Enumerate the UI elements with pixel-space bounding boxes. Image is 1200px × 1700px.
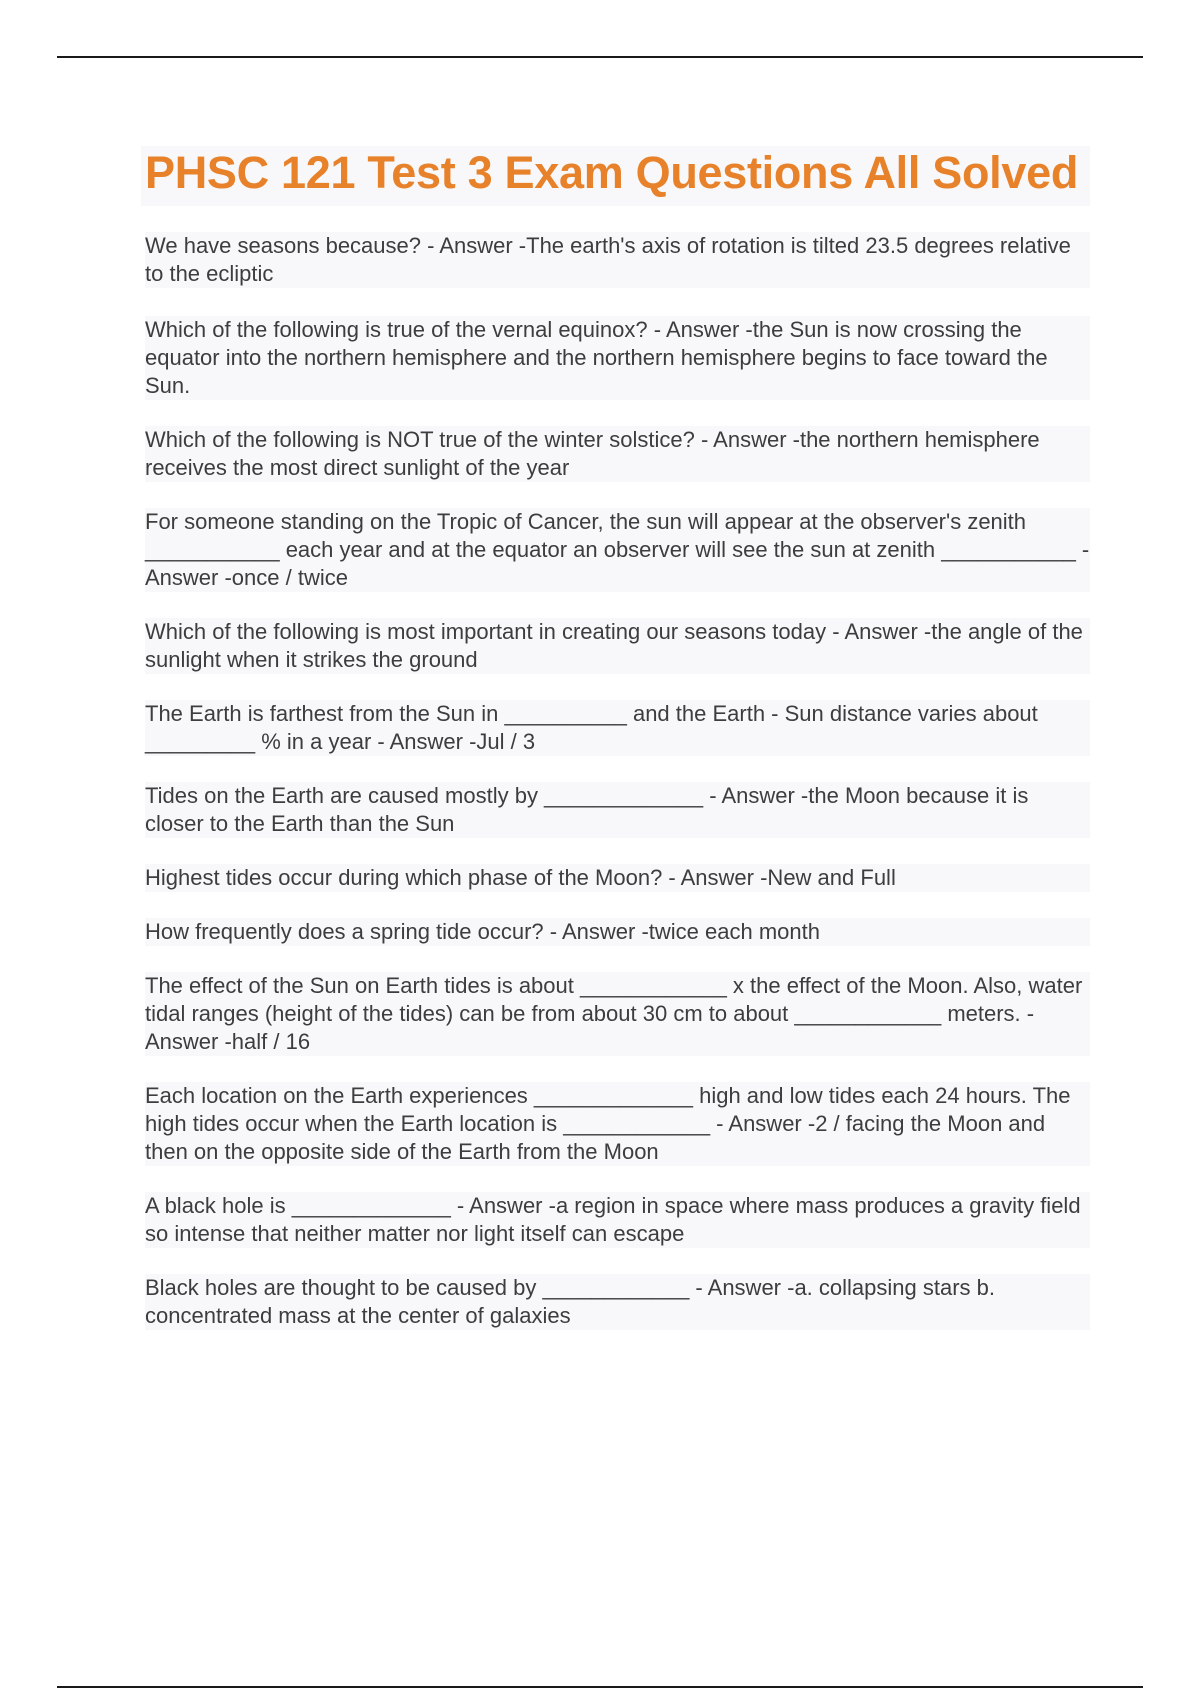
question-item: We have seasons because? - Answer -The earth's axis of rotation is tilted 23.5 degrees relative to the ecliptic <box>145 232 1090 288</box>
question-list <box>145 232 1090 1330</box>
bottom-rule <box>57 1686 1143 1688</box>
title-block <box>141 146 1090 206</box>
document-body <box>145 146 1090 1356</box>
question-item: Which of the following is NOT true of the winter solstice? - Answer -the northern hemisphere receives the most direct sunlight of the year <box>145 426 1090 482</box>
top-rule <box>57 56 1143 58</box>
question-item: Which of the following is true of the vernal equinox? - Answer -the Sun is now crossing the equator into the northern hemisphere and the northern hemisphere begins to face toward the Sun. <box>145 316 1090 400</box>
question-item: The effect of the Sun on Earth tides is about ____________ x the effect of the Moon. Also, water tidal ranges (height of the tides) can be from about 30 cm to about ____________ meters. - Answer -half / 16 <box>145 972 1090 1056</box>
document-title: PHSC 121 Test 3 Exam Questions All Solved <box>145 147 1079 198</box>
question-item: How frequently does a spring tide occur? - Answer -twice each month <box>145 918 1090 946</box>
question-item: A black hole is _____________ - Answer -a region in space where mass produces a gravity field so intense that neither matter nor light itself can escape <box>145 1192 1090 1248</box>
question-item: For someone standing on the Tropic of Cancer, the sun will appear at the observer's zenith ___________ each year and at the equator an observer will see the sun at zenith ___________ - Answer -once / twice <box>145 509 1090 590</box>
question-item: Tides on the Earth are caused mostly by _____________ - Answer -the Moon because it is closer to the Earth than the Sun <box>145 782 1090 838</box>
question-item: Highest tides occur during which phase of the Moon? - Answer -New and Full <box>145 864 1090 892</box>
question-item: The Earth is farthest from the Sun in __________ and the Earth - Sun distance varies about _________ % in a year - Answer -Jul / 3 <box>145 700 1090 756</box>
question-item: Black holes are thought to be caused by ____________ - Answer -a. collapsing stars b. concentrated mass at the center of galaxies <box>145 1274 1090 1330</box>
question-item: Which of the following is most important in creating our seasons today - Answer -the angle of the sunlight when it strikes the ground <box>145 618 1090 674</box>
question-item: Each location on the Earth experiences _____________ high and low tides each 24 hours. The high tides occur when the Earth location is ____________ - Answer -2 / facing the Moon and then on the opposite side of the Earth from the Moon <box>145 1082 1090 1166</box>
